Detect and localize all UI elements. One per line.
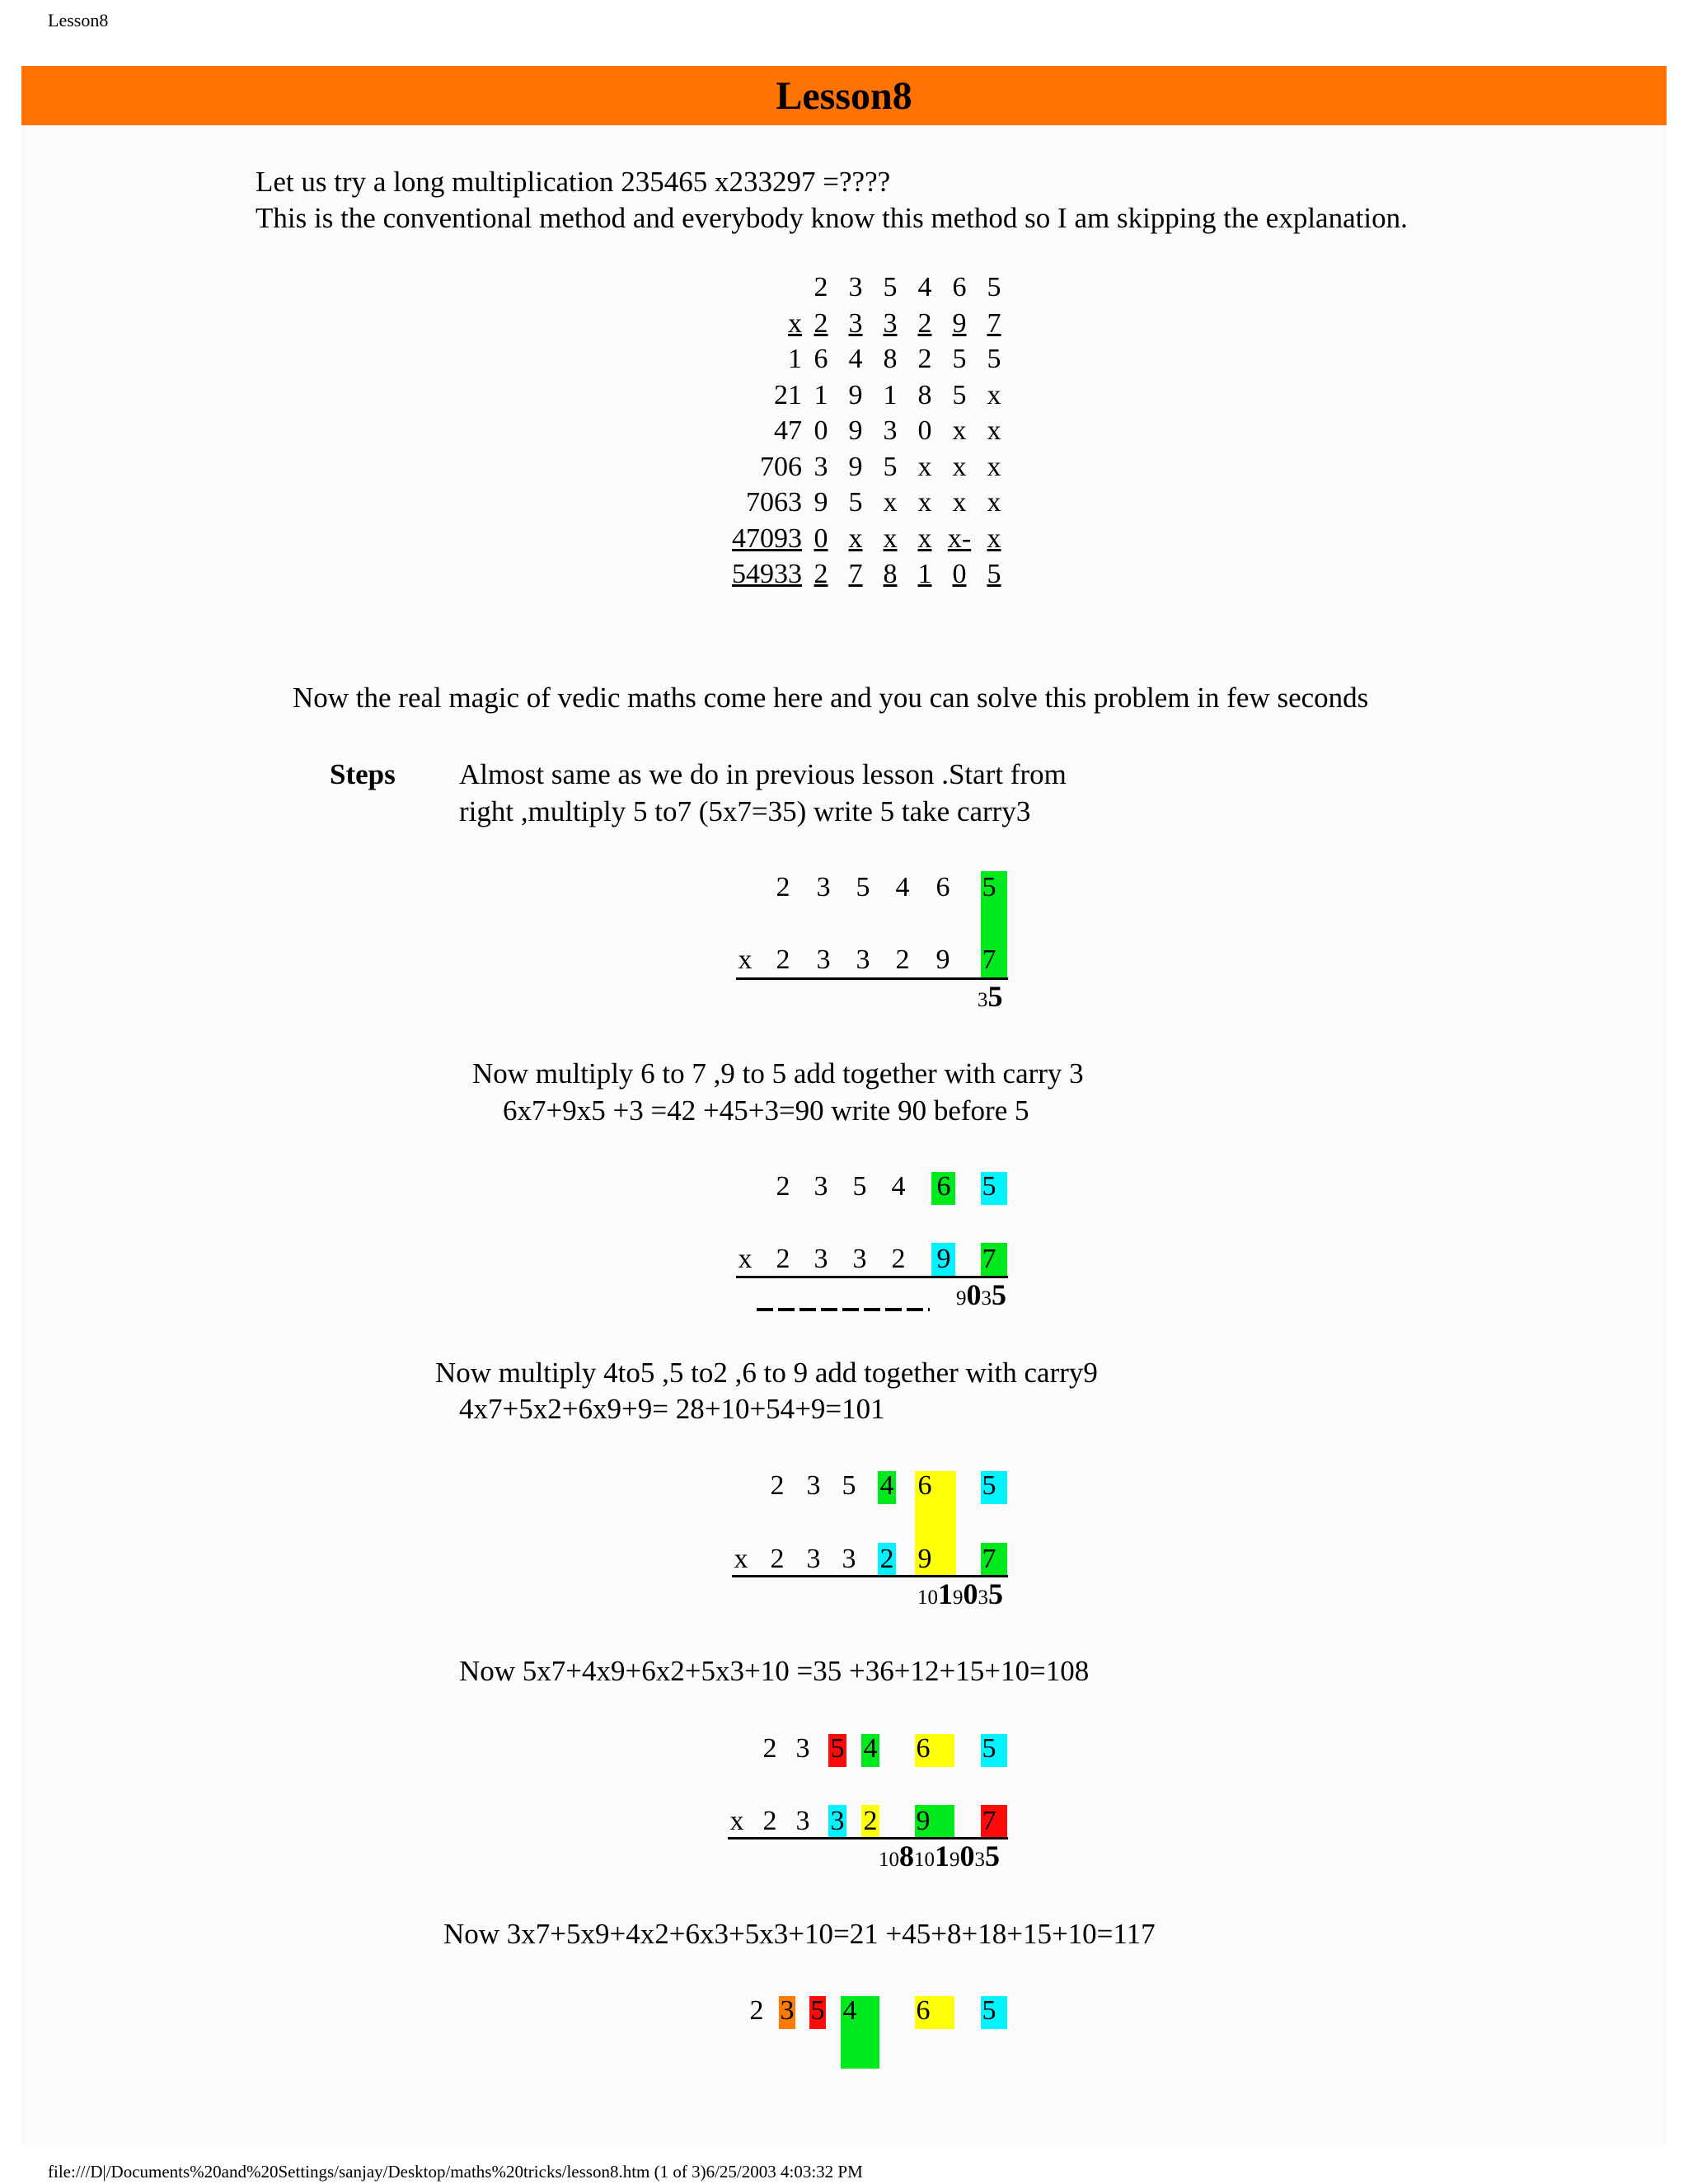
conventional-row xyxy=(659,523,1006,560)
conventional-cell: x xyxy=(788,307,802,339)
conventional-cell: 9 xyxy=(952,307,967,339)
top-digit: 5 xyxy=(810,1995,825,2026)
step3-line-2: 4x7+5x2+6x9+9= 28+10+54+9=101 xyxy=(459,1393,885,1425)
step4-line: Now 5x7+4x9+6x2+5x3+10 =35 +36+12+15+10=108 xyxy=(459,1655,1090,1687)
result-4 xyxy=(879,1839,1000,1873)
conventional-cell: 3 xyxy=(883,415,898,446)
banner-title: Lesson8 xyxy=(776,73,912,118)
conventional-cell: 706 xyxy=(760,451,802,482)
top-digit: 5 xyxy=(982,1171,996,1202)
top-digit: 4 xyxy=(879,1470,894,1501)
carry-digit: 3 xyxy=(978,989,988,1011)
conventional-cell: 5 xyxy=(987,344,1001,374)
bottom-digit: x xyxy=(738,944,753,975)
underline xyxy=(736,977,1008,980)
conventional-row xyxy=(659,344,1006,380)
intro-line-1: Let us try a long multiplication 235465 x233297 =???? xyxy=(256,166,891,198)
bottom-digit: 2 xyxy=(891,1244,906,1274)
top-digit: 4 xyxy=(891,1171,906,1202)
conventional-cell: x xyxy=(883,523,898,554)
bottom-digit: x xyxy=(734,1544,748,1574)
bottom-digit: 7 xyxy=(982,944,996,975)
top-digit: 5 xyxy=(982,1470,996,1501)
result-2 xyxy=(956,1277,1006,1312)
carry-digit: 10 xyxy=(917,1586,938,1609)
result-digit: 8 xyxy=(899,1840,914,1872)
conventional-multiplication xyxy=(659,272,1006,595)
conventional-cell: 3 xyxy=(814,451,828,482)
top-digit: 5 xyxy=(830,1733,845,1764)
conventional-cell: 9 xyxy=(848,379,863,410)
conventional-cell: 2 xyxy=(917,344,932,374)
conventional-cell: 1 xyxy=(788,344,802,374)
conventional-cell: x xyxy=(917,523,932,554)
result-digit: 5 xyxy=(985,1840,1000,1872)
bottom-digit: 9 xyxy=(916,1806,931,1836)
conventional-row xyxy=(659,380,1006,416)
result-digit: 1 xyxy=(935,1840,950,1872)
top-digit: 5 xyxy=(982,1733,996,1764)
bottom-digit: 3 xyxy=(842,1544,856,1574)
conventional-cell: 0 xyxy=(814,415,828,446)
conventional-cell: 8 xyxy=(883,559,898,589)
bottom-digit: 2 xyxy=(863,1806,878,1836)
result-digit: 5 xyxy=(992,1278,1006,1311)
bottom-digit: x xyxy=(729,1806,744,1836)
conventional-cell: 6 xyxy=(814,344,828,374)
conventional-cell: 4 xyxy=(917,272,932,302)
carry-digit: 9 xyxy=(950,1849,960,1871)
carry-digit: 3 xyxy=(974,1849,985,1871)
result-digit: 0 xyxy=(963,1577,978,1610)
conventional-cell: 5 xyxy=(952,379,967,410)
carry-digit: 9 xyxy=(953,1586,964,1609)
conventional-cell: 6 xyxy=(952,272,967,302)
top-digit: 4 xyxy=(842,1995,857,2026)
carry-digit: 10 xyxy=(879,1849,899,1871)
top-digit: 4 xyxy=(895,872,910,902)
top-digit: 3 xyxy=(816,872,831,902)
bottom-digit: 3 xyxy=(816,944,831,975)
conventional-cell: 5 xyxy=(883,451,898,482)
conventional-cell: 5 xyxy=(987,272,1001,302)
conventional-cell: 3 xyxy=(848,307,863,339)
bottom-digit: 3 xyxy=(806,1544,821,1574)
top-digit: 5 xyxy=(852,1171,867,1202)
conventional-cell: 8 xyxy=(883,344,898,374)
dashed-line xyxy=(757,1308,930,1311)
top-digit: 6 xyxy=(917,1470,932,1501)
conventional-cell: 9 xyxy=(848,415,863,446)
conventional-cell: x xyxy=(917,487,932,518)
result-digit: 5 xyxy=(988,1577,1003,1610)
result-digit: 0 xyxy=(966,1278,982,1311)
step2-line-1: Now multiply 6 to 7 ,9 to 5 add together with carry 3 xyxy=(472,1057,1084,1090)
top-digit: 5 xyxy=(842,1470,856,1501)
conventional-cell: x xyxy=(952,415,967,446)
conventional-cell: 2 xyxy=(814,559,828,589)
result-1 xyxy=(978,979,1003,1014)
conventional-cell: 9 xyxy=(848,451,863,482)
conventional-cell: 0 xyxy=(814,523,828,554)
conventional-cell: 3 xyxy=(883,307,898,339)
top-digit: 2 xyxy=(762,1733,777,1764)
result-digit: 0 xyxy=(959,1840,975,1872)
result-3 xyxy=(917,1577,1003,1611)
bottom-digit: 2 xyxy=(776,1244,790,1274)
top-digit: 6 xyxy=(936,1171,951,1202)
top-digit: 5 xyxy=(982,872,996,902)
steps-label: Steps xyxy=(330,758,396,790)
top-digit: 6 xyxy=(935,872,950,902)
page-footer: file:///D|/Documents%20and%20Settings/sanjay/Desktop/maths%20tricks/lesson8.htm (1 of 3)6/25/2003 4:03:32 PM xyxy=(48,2162,863,2182)
conventional-cell: 47 xyxy=(774,415,802,446)
top-digit: 2 xyxy=(749,1995,764,2026)
bottom-digit: 2 xyxy=(776,944,790,975)
top-digit: 3 xyxy=(795,1733,810,1764)
top-digit: 6 xyxy=(916,1995,931,2026)
bottom-digit: 2 xyxy=(762,1806,777,1836)
top-digit: 2 xyxy=(770,1470,785,1501)
top-digit: 5 xyxy=(856,872,870,902)
conventional-cell: x xyxy=(883,487,898,518)
conventional-cell: 5 xyxy=(952,344,967,374)
top-digit: 4 xyxy=(863,1733,878,1764)
conventional-cell: 3 xyxy=(848,272,863,302)
conventional-row xyxy=(659,487,1006,523)
bottom-digit: 2 xyxy=(895,944,910,975)
bottom-digit: 7 xyxy=(982,1544,996,1574)
magic-line: Now the real magic of vedic maths come here and you can solve this problem in few seconds xyxy=(293,682,1369,714)
top-digit: 2 xyxy=(776,1171,790,1202)
conventional-cell: 2 xyxy=(814,307,828,339)
bottom-digit: 3 xyxy=(795,1806,810,1836)
conventional-cell: x xyxy=(987,379,1001,410)
carry-digit: 9 xyxy=(956,1287,967,1310)
bottom-digit: 9 xyxy=(935,944,950,975)
conventional-cell: 54933 xyxy=(732,559,802,589)
conventional-cell: x xyxy=(987,523,1001,554)
top-digit: 5 xyxy=(982,1995,996,2026)
conventional-cell: x- xyxy=(947,523,972,554)
result-digit: 5 xyxy=(987,980,1003,1013)
conventional-cell: x xyxy=(987,487,1001,518)
carry-digit: 10 xyxy=(914,1849,935,1871)
title-banner xyxy=(21,66,1667,125)
bottom-digit: 2 xyxy=(770,1544,785,1574)
conventional-row xyxy=(659,452,1006,488)
conventional-cell: 0 xyxy=(917,415,932,446)
step3-line-1: Now multiply 4to5 ,5 to2 ,6 to 9 add together with carry9 xyxy=(435,1357,1098,1389)
conventional-cell: 5 xyxy=(883,272,898,302)
bottom-digit: 2 xyxy=(879,1544,894,1574)
conventional-cell: 47093 xyxy=(732,523,802,554)
conventional-row xyxy=(659,272,1006,308)
step1-line-1: Almost same as we do in previous lesson .Start from xyxy=(459,758,1067,790)
bottom-digit: 7 xyxy=(982,1806,996,1836)
top-digit: 2 xyxy=(776,872,790,902)
conventional-cell: 7063 xyxy=(746,487,802,518)
carry-digit: 3 xyxy=(978,1586,988,1609)
conventional-cell: x xyxy=(987,415,1001,446)
conventional-cell: 7 xyxy=(987,307,1001,339)
conventional-cell: 21 xyxy=(774,379,802,410)
conventional-cell: 9 xyxy=(814,487,828,518)
conventional-cell: x xyxy=(987,451,1001,482)
conventional-cell: x xyxy=(952,487,967,518)
top-digit: 6 xyxy=(916,1733,931,1764)
conventional-cell: 0 xyxy=(952,559,967,589)
conventional-cell: 7 xyxy=(848,559,863,589)
carry-digit: 3 xyxy=(981,1287,992,1310)
step5-line: Now 3x7+5x9+4x2+6x3+5x3+10=21 +45+8+18+15+10=117 xyxy=(443,1918,1156,1950)
conventional-cell: 4 xyxy=(848,344,863,374)
top-digit: 3 xyxy=(806,1470,821,1501)
result-digit: 1 xyxy=(938,1577,953,1610)
top-digit: 3 xyxy=(814,1171,828,1202)
bottom-digit: 9 xyxy=(936,1244,951,1274)
bottom-digit: 9 xyxy=(917,1544,932,1574)
bottom-digit: 3 xyxy=(856,944,870,975)
conventional-cell: 2 xyxy=(814,272,828,302)
conventional-row xyxy=(659,308,1006,344)
conventional-cell: 2 xyxy=(917,307,932,339)
bottom-digit: 7 xyxy=(982,1244,996,1274)
conventional-cell: x xyxy=(917,451,932,482)
conventional-row xyxy=(659,559,1006,595)
conventional-cell: 8 xyxy=(917,379,932,410)
conventional-cell: 1 xyxy=(883,379,898,410)
conventional-cell: 1 xyxy=(814,379,828,410)
step1-line-2: right ,multiply 5 to7 (5x7=35) write 5 take carry3 xyxy=(459,795,1031,827)
bottom-digit: 3 xyxy=(814,1244,828,1274)
intro-line-2: This is the conventional method and everybody know this method so I am skipping the explanation. xyxy=(256,202,1408,234)
step2-line-2: 6x7+9x5 +3 =42 +45+3=90 write 90 before 5 xyxy=(503,1094,1029,1127)
bottom-digit: x xyxy=(738,1244,753,1274)
top-digit: 3 xyxy=(780,1995,795,2026)
bottom-digit: 3 xyxy=(852,1244,867,1274)
page-header-title: Lesson8 xyxy=(48,10,109,30)
conventional-row xyxy=(659,415,1006,452)
bottom-digit: 3 xyxy=(830,1806,845,1836)
conventional-cell: x xyxy=(848,523,863,554)
conventional-cell: 5 xyxy=(987,559,1001,589)
conventional-cell: x xyxy=(952,451,967,482)
conventional-cell: 5 xyxy=(848,487,863,518)
conventional-cell: 1 xyxy=(917,559,932,589)
